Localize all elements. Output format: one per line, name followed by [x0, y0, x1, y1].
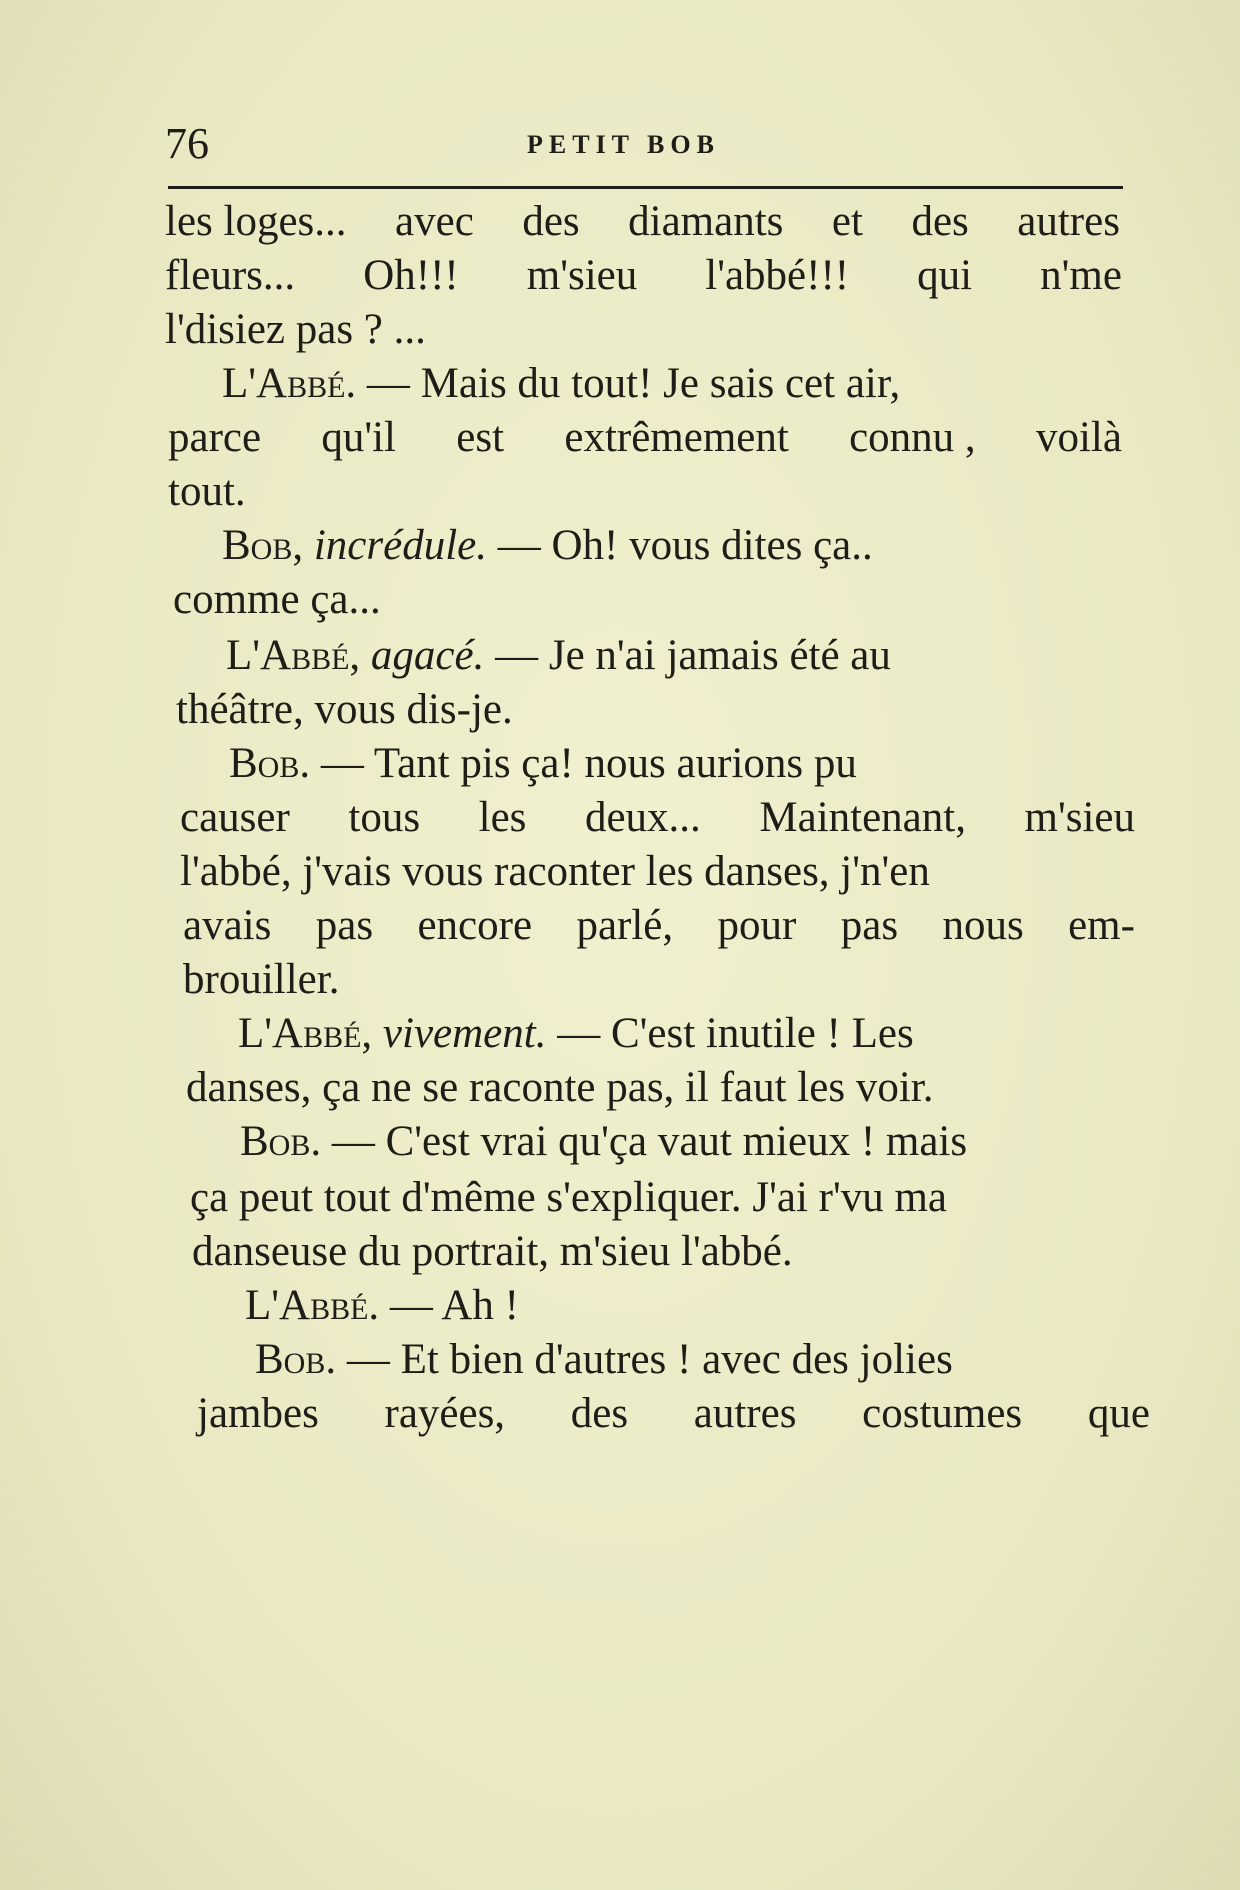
- word: est: [456, 414, 505, 461]
- text-line: [180, 796, 1135, 839]
- text-line: [165, 308, 426, 351]
- speaker-name: L'Abbé.: [245, 1282, 380, 1329]
- line-text: — Oh! vous dites ça..: [497, 522, 873, 569]
- text-line: [165, 200, 1120, 243]
- text-line: [229, 742, 857, 785]
- line-text: l'disiez pas ? ...: [165, 306, 426, 353]
- text-line: [176, 688, 513, 731]
- word: pour: [717, 902, 797, 949]
- text-line: [226, 634, 891, 677]
- word: connu ,: [849, 414, 976, 461]
- word: parce: [168, 414, 262, 461]
- page-number: 76: [165, 119, 209, 168]
- text-line: [222, 524, 873, 567]
- text-line: [180, 850, 930, 893]
- word: et: [831, 198, 863, 245]
- text-line: [183, 958, 339, 1001]
- text-line: [240, 1120, 967, 1163]
- line-text: — Et bien d'autres ! avec des jolies: [346, 1336, 953, 1383]
- speaker-name: Bob.: [240, 1118, 322, 1165]
- line-text: danses, ça ne se raconte pas, il faut les voir.: [186, 1064, 934, 1111]
- word: les loges...: [165, 198, 347, 245]
- speaker-name: L'Abbé,: [226, 632, 361, 679]
- word: jambes: [197, 1390, 319, 1437]
- text-line: [190, 1176, 947, 1219]
- text-line: [186, 1066, 933, 1109]
- word: l'abbé!!!: [705, 252, 850, 299]
- word: em-: [1068, 902, 1135, 949]
- text-line: [173, 578, 381, 621]
- word: qui: [917, 252, 973, 299]
- word: pas: [840, 902, 899, 949]
- text-line: [238, 1012, 914, 1055]
- word: Maintenant,: [759, 794, 966, 841]
- word: n'me: [1040, 252, 1122, 299]
- word: causer: [180, 794, 290, 841]
- line-text: brouiller.: [183, 956, 340, 1003]
- text-line: [183, 904, 1135, 947]
- line-text: — C'est vrai qu'ça vaut mieux ! mais: [331, 1118, 968, 1165]
- word: costumes: [862, 1390, 1023, 1437]
- line-text: — C'est inutile ! Les: [557, 1010, 914, 1057]
- line-text: — Tant pis ça! nous aurions pu: [320, 740, 857, 787]
- text-line: [192, 1230, 793, 1273]
- word: avec: [395, 198, 474, 245]
- word: que: [1087, 1390, 1150, 1437]
- word: des: [522, 198, 580, 245]
- word: autres: [1017, 198, 1120, 245]
- word: voilà: [1035, 414, 1122, 461]
- word: extrêmement: [564, 414, 789, 461]
- text-line: [168, 416, 1122, 459]
- word: qu'il: [321, 414, 397, 461]
- speaker-name: L'Abbé,: [238, 1010, 373, 1057]
- line-text: danseuse du portrait, m'sieu l'abbé.: [192, 1228, 793, 1275]
- stage-direction: vivement.: [382, 1010, 547, 1057]
- line-text: — Mais du tout! Je sais cet air,: [366, 360, 901, 407]
- word: parlé,: [576, 902, 674, 949]
- line-text: — Ah !: [389, 1282, 519, 1329]
- line-text: tout.: [168, 468, 246, 515]
- word: pas: [315, 902, 374, 949]
- running-title: PETIT BOB: [527, 130, 720, 159]
- text-line: [255, 1338, 953, 1381]
- text-line: [245, 1284, 519, 1327]
- word: autres: [693, 1390, 797, 1437]
- speaker-name: L'Abbé.: [222, 360, 357, 407]
- word: Oh!!!: [363, 252, 459, 299]
- word: deux...: [584, 794, 701, 841]
- word: tous: [348, 794, 421, 841]
- line-text: — Je n'ai jamais été au: [495, 632, 891, 679]
- text-line: [165, 254, 1122, 297]
- word: des: [570, 1390, 629, 1437]
- word: nous: [942, 902, 1024, 949]
- stage-direction: agacé.: [370, 632, 485, 679]
- word: m'sieu: [1024, 794, 1135, 841]
- text-line: [197, 1392, 1150, 1435]
- text-line: [222, 362, 900, 405]
- word: m'sieu: [526, 252, 638, 299]
- word: diamants: [628, 198, 784, 245]
- word: fleurs...: [165, 252, 296, 299]
- word: les: [478, 794, 527, 841]
- line-text: comme ça...: [173, 576, 381, 623]
- speaker-name: Bob,: [222, 522, 304, 569]
- line-text: ça peut tout d'même s'expliquer. J'ai r'vu ma: [190, 1174, 948, 1221]
- stage-direction: incrédule.: [313, 522, 487, 569]
- word: encore: [417, 902, 533, 949]
- speaker-name: Bob.: [229, 740, 311, 787]
- speaker-name: Bob.: [255, 1336, 337, 1383]
- word: rayées,: [384, 1390, 506, 1437]
- word: des: [911, 198, 969, 245]
- line-text: théâtre, vous dis-je.: [176, 686, 513, 733]
- text-line: [168, 470, 246, 513]
- line-text: l'abbé, j'vais vous raconter les danses, j'n'en: [180, 848, 930, 895]
- word: avais: [183, 902, 272, 949]
